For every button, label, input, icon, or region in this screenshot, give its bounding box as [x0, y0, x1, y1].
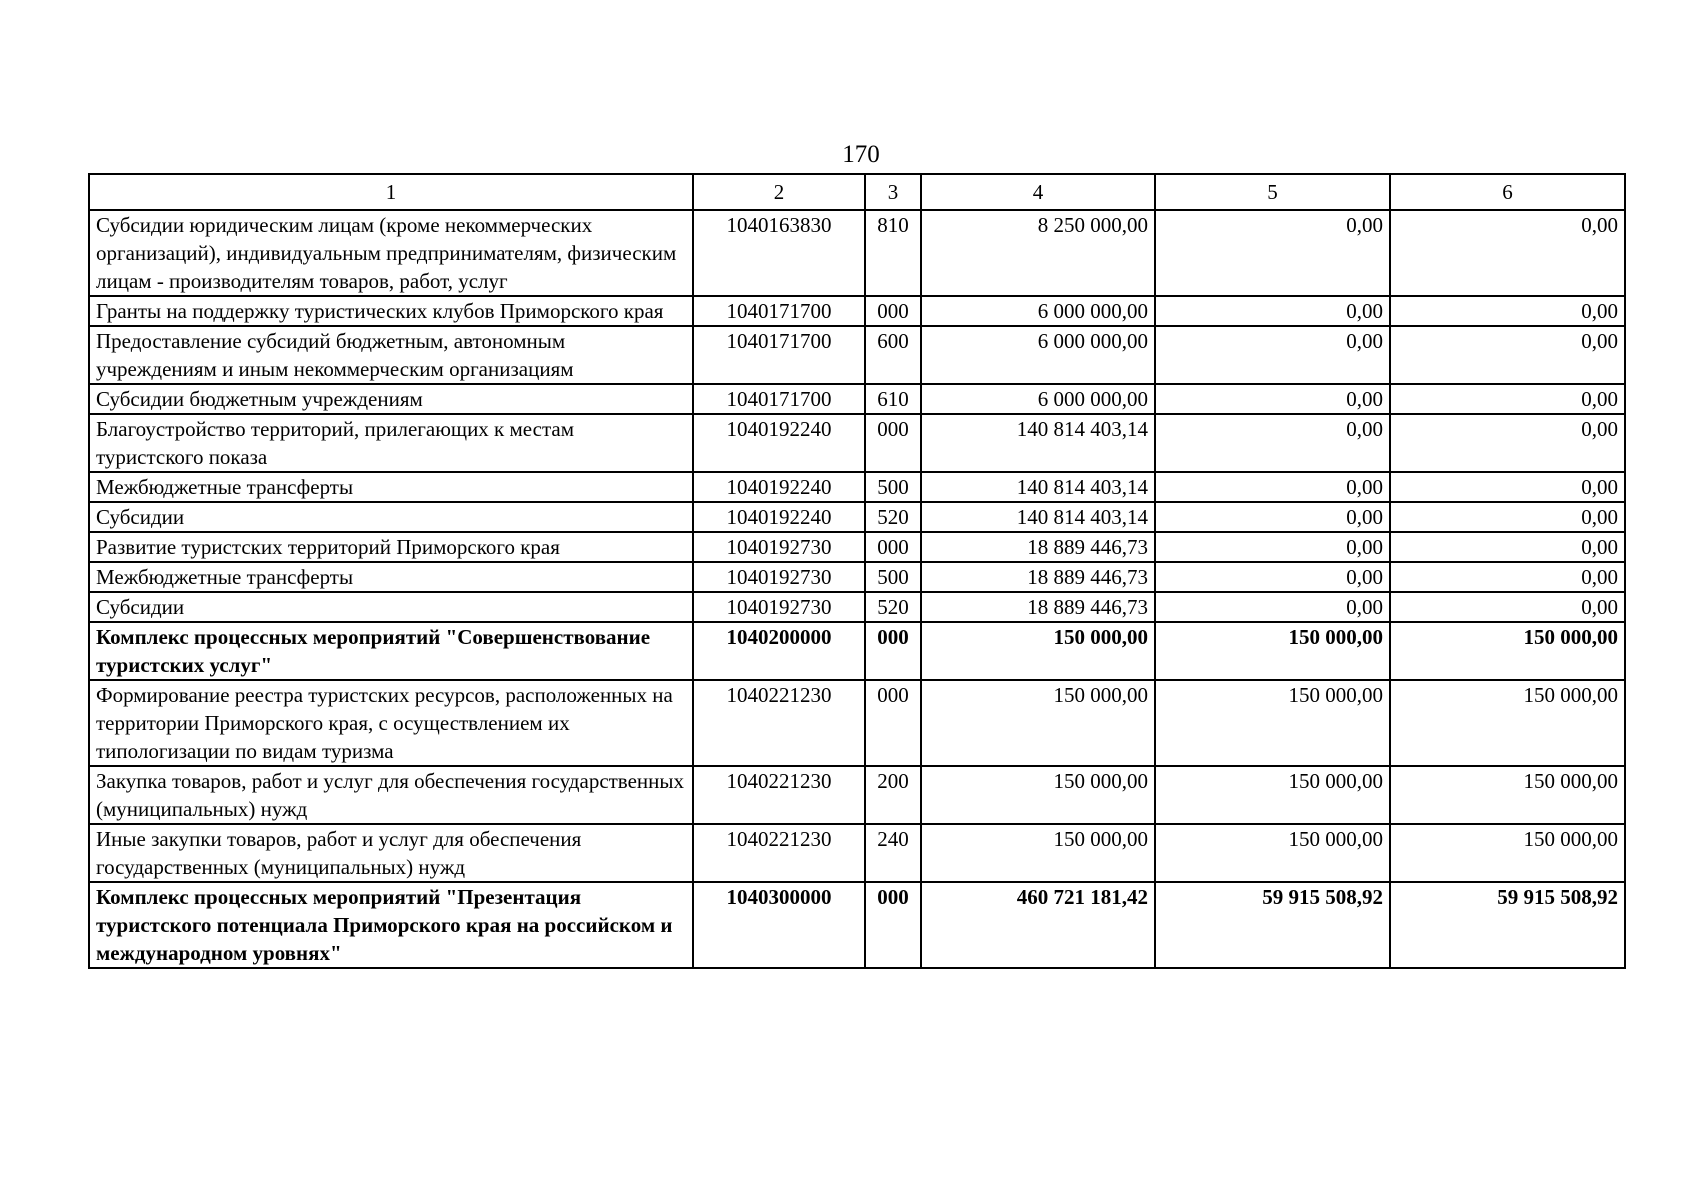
- table-row: [89, 326, 1625, 384]
- row-code: 1040192730: [693, 532, 865, 562]
- row-name: Межбюджетные трансферты: [89, 472, 693, 502]
- row-amount-col4: 18 889 446,73: [921, 532, 1155, 562]
- table-row: [89, 502, 1625, 532]
- row-amount-col6: 59 915 508,92: [1390, 882, 1625, 968]
- row-code: 1040192240: [693, 502, 865, 532]
- row-expense-type: 200: [865, 766, 921, 824]
- row-code: 1040221230: [693, 766, 865, 824]
- row-code: 1040171700: [693, 384, 865, 414]
- row-amount-col4: 140 814 403,14: [921, 414, 1155, 472]
- row-expense-type: 240: [865, 824, 921, 882]
- row-amount-col5: 59 915 508,92: [1155, 882, 1390, 968]
- row-amount-col5: 0,00: [1155, 210, 1390, 296]
- row-amount-col5: 0,00: [1155, 296, 1390, 326]
- row-name: Субсидии бюджетным учреждениям: [89, 384, 693, 414]
- row-code: 1040192730: [693, 592, 865, 622]
- row-amount-col6: 0,00: [1390, 592, 1625, 622]
- row-amount-col5: 0,00: [1155, 562, 1390, 592]
- row-name: Закупка товаров, работ и услуг для обеспечения государственных (муниципальных) нужд: [89, 766, 693, 824]
- row-name: Формирование реестра туристских ресурсов, расположенных на территории Приморского края, с осуществлением их типологизации по видам туризма: [89, 680, 693, 766]
- row-code: 1040192240: [693, 472, 865, 502]
- row-code: 1040200000: [693, 622, 865, 680]
- table-row: [89, 622, 1625, 680]
- header-col-1: 1: [89, 174, 693, 210]
- table-row: [89, 824, 1625, 882]
- row-code: 1040171700: [693, 296, 865, 326]
- row-amount-col6: 150 000,00: [1390, 766, 1625, 824]
- table-row: [89, 592, 1625, 622]
- table-row: [89, 766, 1625, 824]
- row-name: Благоустройство территорий, прилегающих к местам туристского показа: [89, 414, 693, 472]
- table-row: [89, 384, 1625, 414]
- row-code: 1040171700: [693, 326, 865, 384]
- row-amount-col4: 150 000,00: [921, 680, 1155, 766]
- header-col-6: 6: [1390, 174, 1625, 210]
- table-body: [89, 210, 1625, 968]
- row-amount-col6: 0,00: [1390, 384, 1625, 414]
- row-expense-type: 000: [865, 680, 921, 766]
- budget-table: [88, 173, 1626, 969]
- row-amount-col5: 150 000,00: [1155, 622, 1390, 680]
- row-expense-type: 000: [865, 622, 921, 680]
- row-amount-col5: 0,00: [1155, 472, 1390, 502]
- table-row: [89, 210, 1625, 296]
- row-amount-col5: 0,00: [1155, 326, 1390, 384]
- row-code: 1040192730: [693, 562, 865, 592]
- row-expense-type: 520: [865, 502, 921, 532]
- row-code: 1040221230: [693, 824, 865, 882]
- table-row: [89, 472, 1625, 502]
- row-amount-col4: 140 814 403,14: [921, 502, 1155, 532]
- row-amount-col4: 150 000,00: [921, 766, 1155, 824]
- row-amount-col4: 150 000,00: [921, 622, 1155, 680]
- row-amount-col4: 150 000,00: [921, 824, 1155, 882]
- header-col-5: 5: [1155, 174, 1390, 210]
- table-row: [89, 680, 1625, 766]
- row-name: Комплекс процессных мероприятий "Совершенствование туристских услуг": [89, 622, 693, 680]
- row-amount-col4: 6 000 000,00: [921, 296, 1155, 326]
- row-amount-col6: 0,00: [1390, 562, 1625, 592]
- row-amount-col5: 150 000,00: [1155, 766, 1390, 824]
- row-amount-col4: 6 000 000,00: [921, 326, 1155, 384]
- table-row: [89, 532, 1625, 562]
- table-row: [89, 562, 1625, 592]
- row-amount-col4: 8 250 000,00: [921, 210, 1155, 296]
- row-expense-type: 500: [865, 562, 921, 592]
- header-col-2: 2: [693, 174, 865, 210]
- row-amount-col5: 0,00: [1155, 414, 1390, 472]
- row-amount-col5: 150 000,00: [1155, 824, 1390, 882]
- row-name: Межбюджетные трансферты: [89, 562, 693, 592]
- row-expense-type: 520: [865, 592, 921, 622]
- row-name: Субсидии: [89, 592, 693, 622]
- header-col-4: 4: [921, 174, 1155, 210]
- header-row: [89, 174, 1625, 210]
- row-code: 1040192240: [693, 414, 865, 472]
- row-amount-col6: 0,00: [1390, 414, 1625, 472]
- row-amount-col5: 0,00: [1155, 532, 1390, 562]
- row-amount-col6: 0,00: [1390, 502, 1625, 532]
- row-amount-col4: 140 814 403,14: [921, 472, 1155, 502]
- row-expense-type: 500: [865, 472, 921, 502]
- row-expense-type: 600: [865, 326, 921, 384]
- row-amount-col5: 150 000,00: [1155, 680, 1390, 766]
- row-amount-col6: 0,00: [1390, 532, 1625, 562]
- table-row: [89, 882, 1625, 968]
- row-expense-type: 000: [865, 414, 921, 472]
- row-name: Субсидии: [89, 502, 693, 532]
- row-name: Иные закупки товаров, работ и услуг для обеспечения государственных (муниципальных) нужд: [89, 824, 693, 882]
- row-amount-col4: 6 000 000,00: [921, 384, 1155, 414]
- row-amount-col5: 0,00: [1155, 502, 1390, 532]
- row-amount-col6: 0,00: [1390, 472, 1625, 502]
- row-name: Гранты на поддержку туристических клубов Приморского края: [89, 296, 693, 326]
- row-expense-type: 000: [865, 532, 921, 562]
- row-expense-type: 810: [865, 210, 921, 296]
- row-amount-col6: 0,00: [1390, 326, 1625, 384]
- row-amount-col6: 150 000,00: [1390, 680, 1625, 766]
- row-name: Субсидии юридическим лицам (кроме некоммерческих организаций), индивидуальным предпринимателям, физическим лицам - производителям товаров, работ, услуг: [89, 210, 693, 296]
- page-number: 170: [842, 141, 880, 168]
- row-amount-col4: 18 889 446,73: [921, 592, 1155, 622]
- row-name: Комплекс процессных мероприятий "Презентация туристского потенциала Приморского края на российском и международном уровнях": [89, 882, 693, 968]
- row-expense-type: 000: [865, 296, 921, 326]
- header-col-3: 3: [865, 174, 921, 210]
- row-name: Предоставление субсидий бюджетным, автономным учреждениям и иным некоммерческим организациям: [89, 326, 693, 384]
- row-amount-col4: 460 721 181,42: [921, 882, 1155, 968]
- row-expense-type: 000: [865, 882, 921, 968]
- row-amount-col5: 0,00: [1155, 384, 1390, 414]
- row-amount-col6: 0,00: [1390, 210, 1625, 296]
- row-code: 1040300000: [693, 882, 865, 968]
- row-amount-col4: 18 889 446,73: [921, 562, 1155, 592]
- row-expense-type: 610: [865, 384, 921, 414]
- row-amount-col6: 150 000,00: [1390, 622, 1625, 680]
- table-row: [89, 414, 1625, 472]
- row-amount-col6: 150 000,00: [1390, 824, 1625, 882]
- row-name: Развитие туристских территорий Приморского края: [89, 532, 693, 562]
- table-row: [89, 296, 1625, 326]
- row-code: 1040163830: [693, 210, 865, 296]
- row-amount-col5: 0,00: [1155, 592, 1390, 622]
- row-amount-col6: 0,00: [1390, 296, 1625, 326]
- row-code: 1040221230: [693, 680, 865, 766]
